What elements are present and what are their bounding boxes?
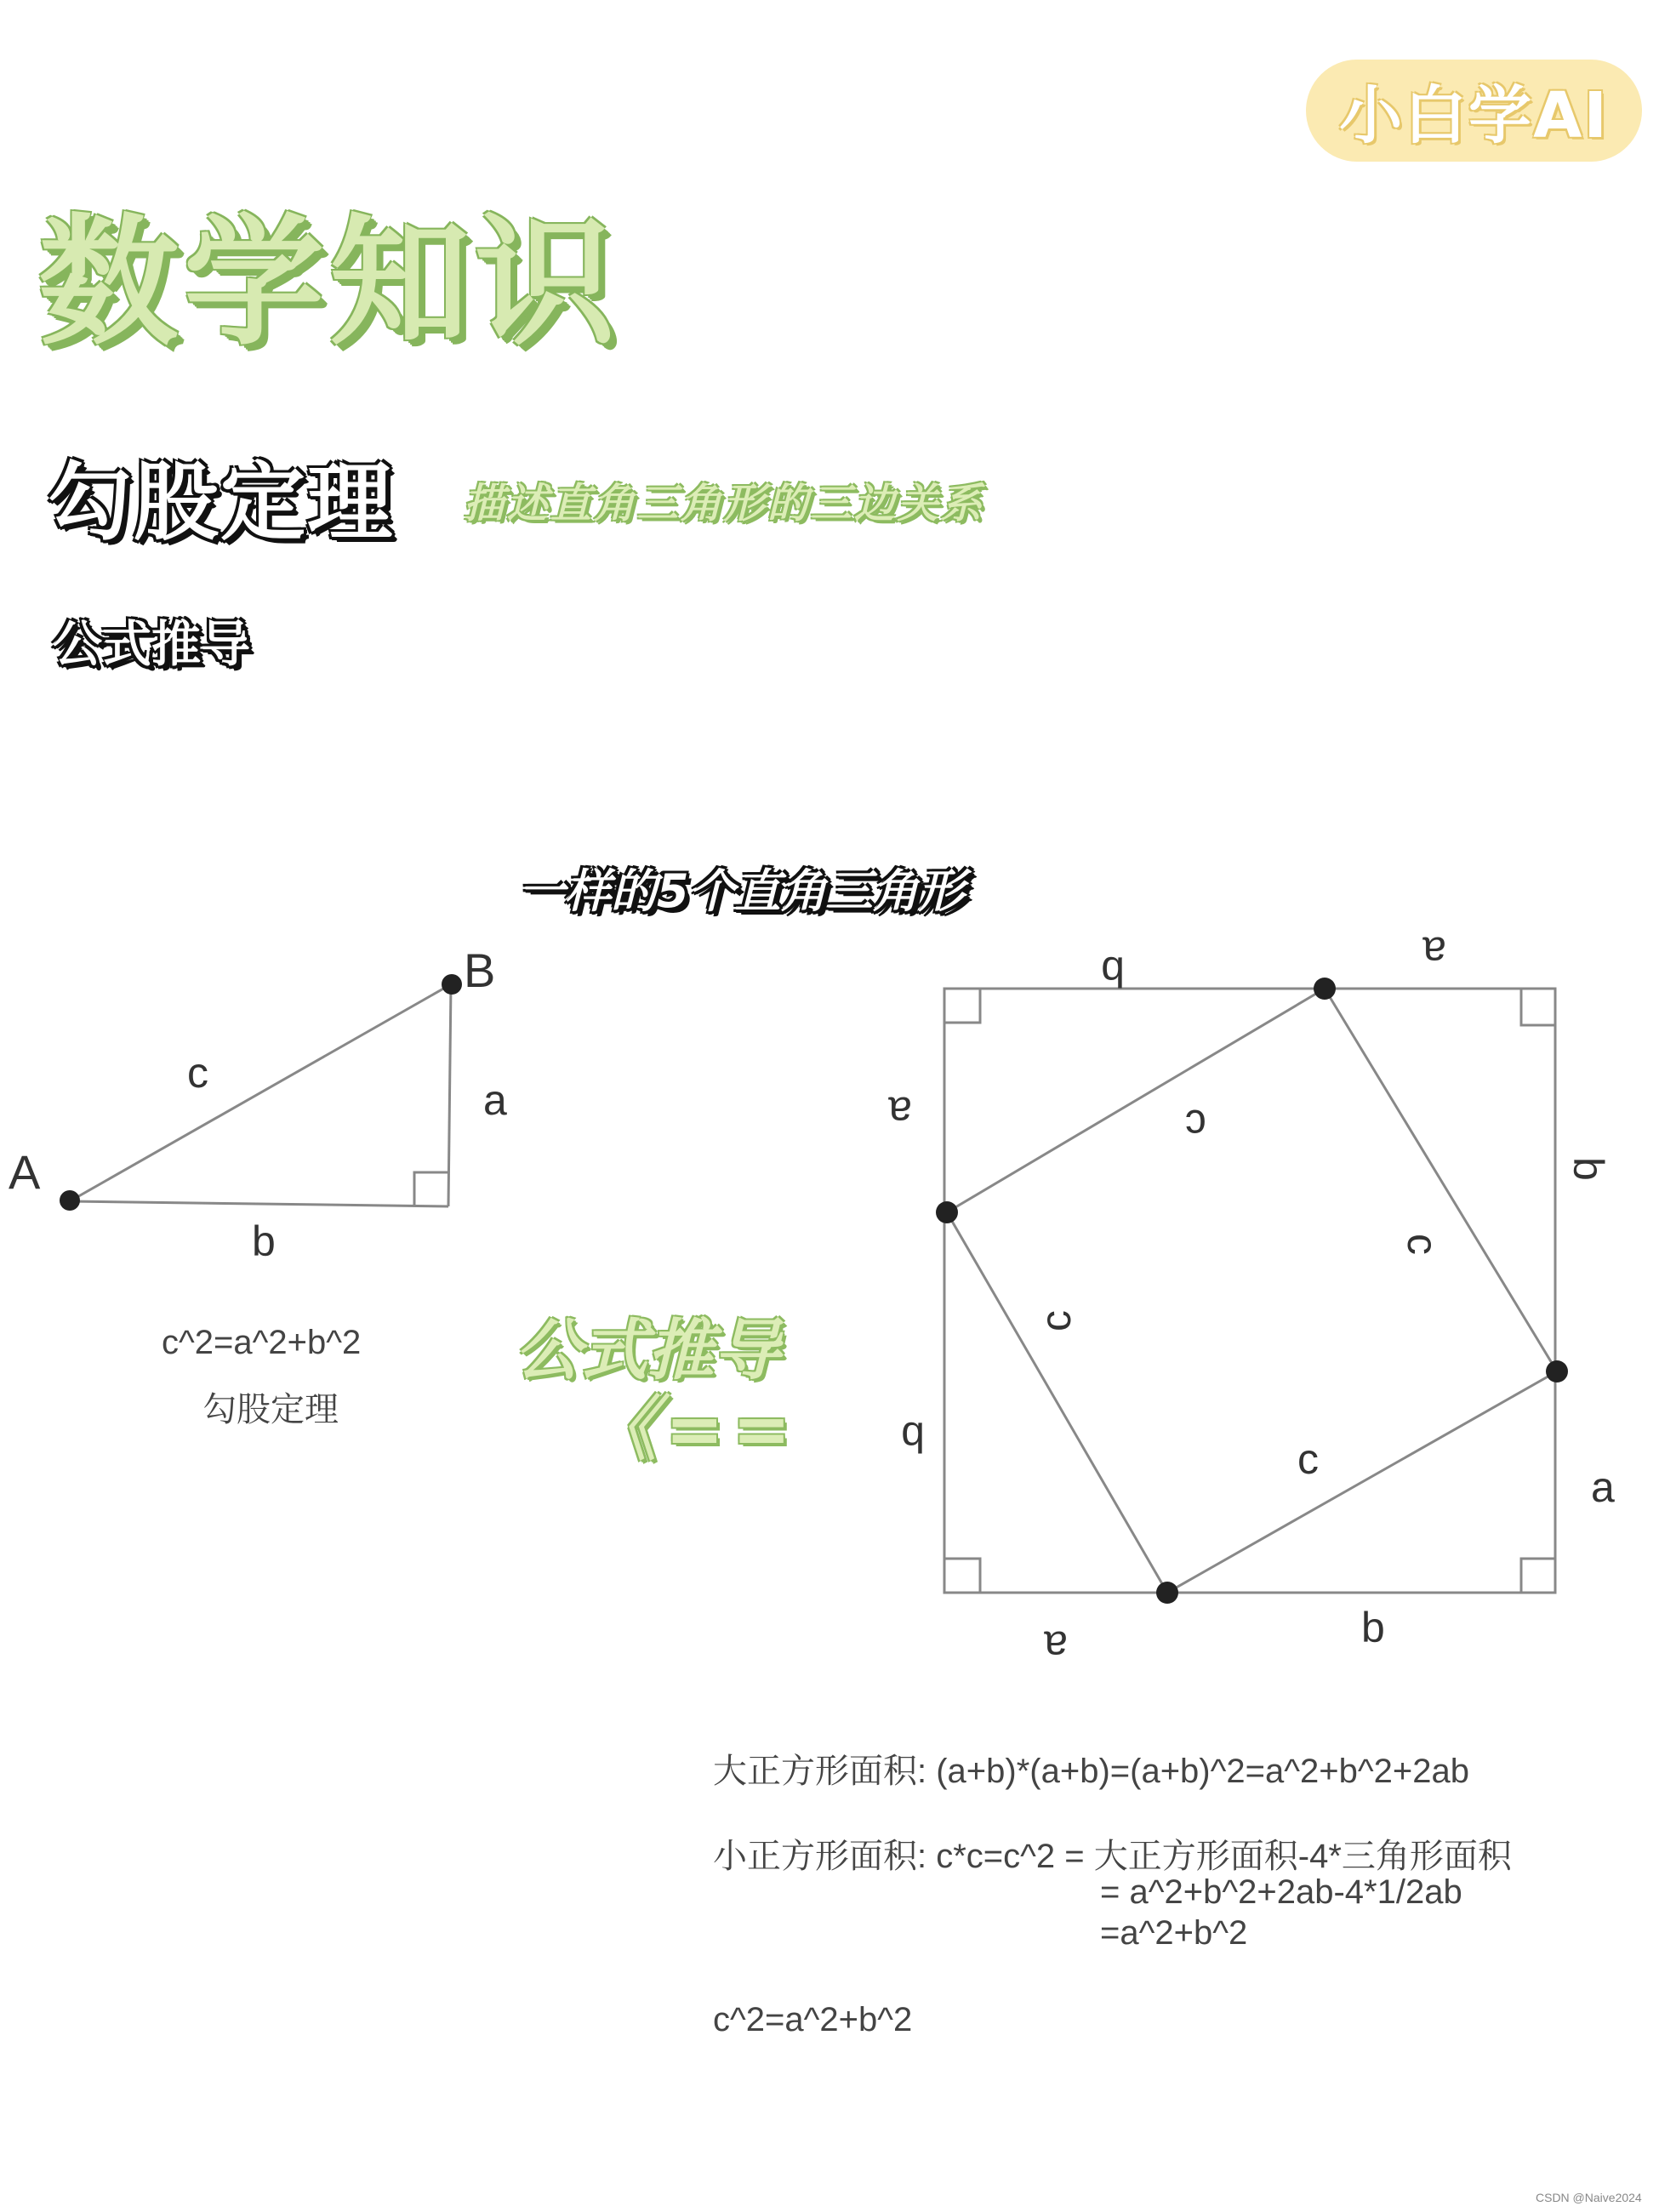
final-formula: c^2=a^2+b^2	[713, 2001, 913, 2038]
section-label: 公式推导	[53, 615, 251, 673]
derivation-label: 公式推导	[515, 1313, 781, 1389]
vertex-b-dot	[442, 974, 462, 995]
left-top-label: a	[888, 1088, 912, 1136]
right-angle-marker	[414, 1172, 448, 1206]
side-b-label: b	[252, 1217, 276, 1265]
side-c-label: c	[187, 1049, 208, 1097]
watermark: CSDN @Naive2024	[1536, 2191, 1642, 2204]
bottom-right-label: b	[1361, 1604, 1385, 1651]
derivation-step-3: =a^2+b^2	[1100, 1914, 1248, 1952]
big-square	[944, 989, 1557, 1593]
big-square-area: 大正方形面积: (a+b)*(a+b)=(a+b)^2=a^2+b^2+2ab	[713, 1753, 1469, 1790]
inner-left-label: c	[1032, 1310, 1080, 1331]
left-bottom-label: b	[901, 1413, 925, 1461]
top-right-label: a	[1422, 928, 1446, 976]
bottom-left-label: a	[1044, 1622, 1068, 1670]
theorem-description: 描述直角三角形的三边关系	[464, 480, 985, 527]
derivation-step-2: = a^2+b^2+2ab-4*1/2ab	[1100, 1873, 1462, 1911]
inner-top-label: c	[1185, 1101, 1206, 1149]
right-top-label: b	[1565, 1157, 1612, 1181]
vertex-b-label: B	[464, 944, 496, 997]
side-b	[70, 1201, 448, 1206]
left-formula-name: 勾股定理	[202, 1391, 339, 1428]
vertex-a-dot	[60, 1190, 80, 1211]
top-left-label: b	[1101, 948, 1125, 995]
derivation-arrows: 《==	[587, 1389, 800, 1470]
left-triangle	[70, 984, 451, 1206]
page-title: 数学知识	[38, 201, 620, 364]
theorem-title: 勾股定理	[47, 453, 394, 552]
inner-bottom-label: c	[1297, 1435, 1319, 1483]
triangles-caption: 一样的5个直角三角形	[519, 864, 965, 918]
side-a	[448, 984, 451, 1206]
brand-badge: 小白学AI	[1306, 60, 1642, 162]
inner-right-label: c	[1399, 1234, 1446, 1255]
vertex-a-label: A	[9, 1145, 41, 1199]
hypotenuse-c	[70, 984, 451, 1201]
left-formula: c^2=a^2+b^2	[162, 1324, 362, 1361]
small-square-area: 小正方形面积: c*c=c^2 = 大正方形面积-4*三角形面积	[713, 1838, 1512, 1875]
side-a-label: a	[483, 1076, 507, 1124]
inner-square	[947, 989, 1557, 1593]
right-bottom-label: a	[1591, 1463, 1615, 1511]
